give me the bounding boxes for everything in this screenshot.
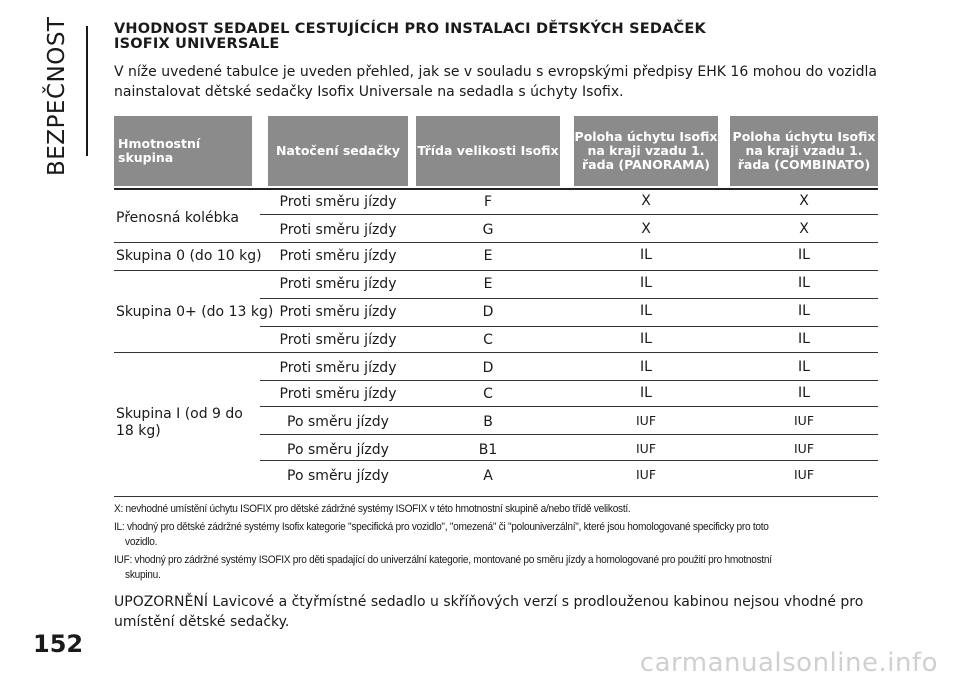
group-divider [114,270,878,271]
row-divider [260,460,878,461]
heading-line-1: VHODNOST SEDADEL CESTUJÍCÍCH PRO INSTALACI DĚTSKÝCH SEDAČEK [114,21,706,37]
cell-panorama: IL [640,275,652,291]
row-divider [260,326,878,327]
cell-combinato: X [799,221,809,237]
cell-panorama: IL [640,359,652,375]
group-divider [114,352,878,353]
row-divider [260,298,878,299]
row-divider [260,434,878,435]
cell-panorama: X [641,221,651,237]
cell-combinato: IL [798,385,810,401]
header-position-panorama: Poloha úchytu Isofix na kraji vzadu 1. řada (PANORAMA) [574,116,718,186]
cell-size-class: D [482,360,494,376]
row-divider [260,214,878,215]
cell-combinato: IL [798,331,810,347]
cell-orientation: Proti směru jízdy [279,222,397,238]
cell-panorama: IL [640,331,652,347]
cell-panorama: IUF [635,467,657,482]
group-label: Skupina 0 (do 10 kg) [116,248,262,264]
watermark: carmanualsonline.info [639,648,938,678]
cell-orientation: Proti směru jízdy [279,248,397,264]
cell-combinato: IUF [793,441,815,456]
cell-size-class: E [483,248,493,264]
cell-size-class: D [482,304,494,320]
cell-orientation: Po směru jízdy [287,414,389,430]
intro-paragraph: V níže uvedené tabulce je uveden přehled, jak se v souladu s evropskými předpisy EHK 16 mohou do vozidla nainstalovat dětské sedačky Isofix Universale na sedadla s úchyty Isofix. [114,64,878,100]
cell-orientation: Proti směru jízdy [279,276,397,292]
cell-panorama: IL [640,385,652,401]
header-position-combinato: Poloha úchytu Isofix na kraji vzadu 1. řada (COMBINATO) [730,116,878,186]
header-seat-orientation: Natočení sedačky [268,116,408,186]
cell-size-class: A [483,468,493,484]
cell-combinato: IUF [793,467,815,482]
cell-orientation: Po směru jízdy [287,442,389,458]
table-bottom-line [114,496,878,497]
footnote-iuf-line1: IUF: vhodný pro zádržné systémy ISOFIX pro děti spadající do univerzální kategorie, montované po směru jízdy a homologované pro použití pro hmotnostní [114,554,772,566]
cell-combinato: IUF [793,413,815,428]
footnote-il-line1: IL: vhodný pro dětské zádržné systémy Isofix kategorie "specifická pro vozidlo", "omezená" či "polouniverzální", které jsou homologované specificky pro toto [114,521,769,533]
cell-orientation: Proti směru jízdy [279,360,397,376]
group-label: Skupina 0+ (do 13 kg) [116,304,274,320]
warning-paragraph: UPOZORNĚNÍ Lavicové a čtyřmístné sedadlo u skříňových verzí s prodlouženou kabinou nejsou vhodné pro umístění dětské sedačky. [114,594,864,630]
cell-size-class: B [483,414,493,430]
cell-size-class: C [483,386,493,402]
cell-orientation: Proti směru jízdy [279,386,397,402]
cell-orientation: Proti směru jízdy [279,194,397,210]
cell-combinato: IL [798,247,810,263]
cell-combinato: IL [798,359,810,375]
row-divider [260,380,878,381]
group-divider [114,242,878,243]
cell-size-class: F [483,194,493,210]
section-heading [114,22,914,52]
footnotes [114,502,887,586]
cell-panorama: X [641,193,651,209]
header-weight-group: Hmotnostní skupina [114,116,252,186]
cell-panorama: IL [640,247,652,263]
footnote-iuf [114,553,887,583]
cell-panorama: IUF [635,413,657,428]
heading-line-2: ISOFIX UNIVERSALE [114,36,280,52]
footnote-iuf-line2: skupinu. [125,569,161,581]
cell-size-class: G [482,222,494,238]
cell-size-class: C [483,332,493,348]
side-rule [86,26,88,156]
group-label: Skupina I (od 9 do 18 kg) [116,406,243,439]
header-divider [114,188,878,190]
cell-orientation: Po směru jízdy [287,468,389,484]
cell-orientation: Proti směru jízdy [279,304,397,320]
footnote-il [114,520,887,550]
footnote-il-line2: vozidlo. [125,536,158,548]
cell-combinato: IL [798,303,810,319]
page-number: 152 [33,630,84,658]
group-label: Přenosná kolébka [116,210,239,226]
cell-panorama: IUF [635,441,657,456]
cell-panorama: IL [640,303,652,319]
cell-size-class: B1 [478,442,498,458]
cell-orientation: Proti směru jízdy [279,332,397,348]
header-size-class: Třída velikosti Isofix [416,116,560,186]
footnote-x: X: nevhodné umístění úchytu ISOFIX pro dětské zádržné systémy ISOFIX v této hmotnostní skupině a/nebo třídě velikostí. [114,503,631,515]
cell-combinato: IL [798,275,810,291]
cell-size-class: E [483,276,493,292]
cell-combinato: X [799,193,809,209]
row-divider [260,406,878,407]
